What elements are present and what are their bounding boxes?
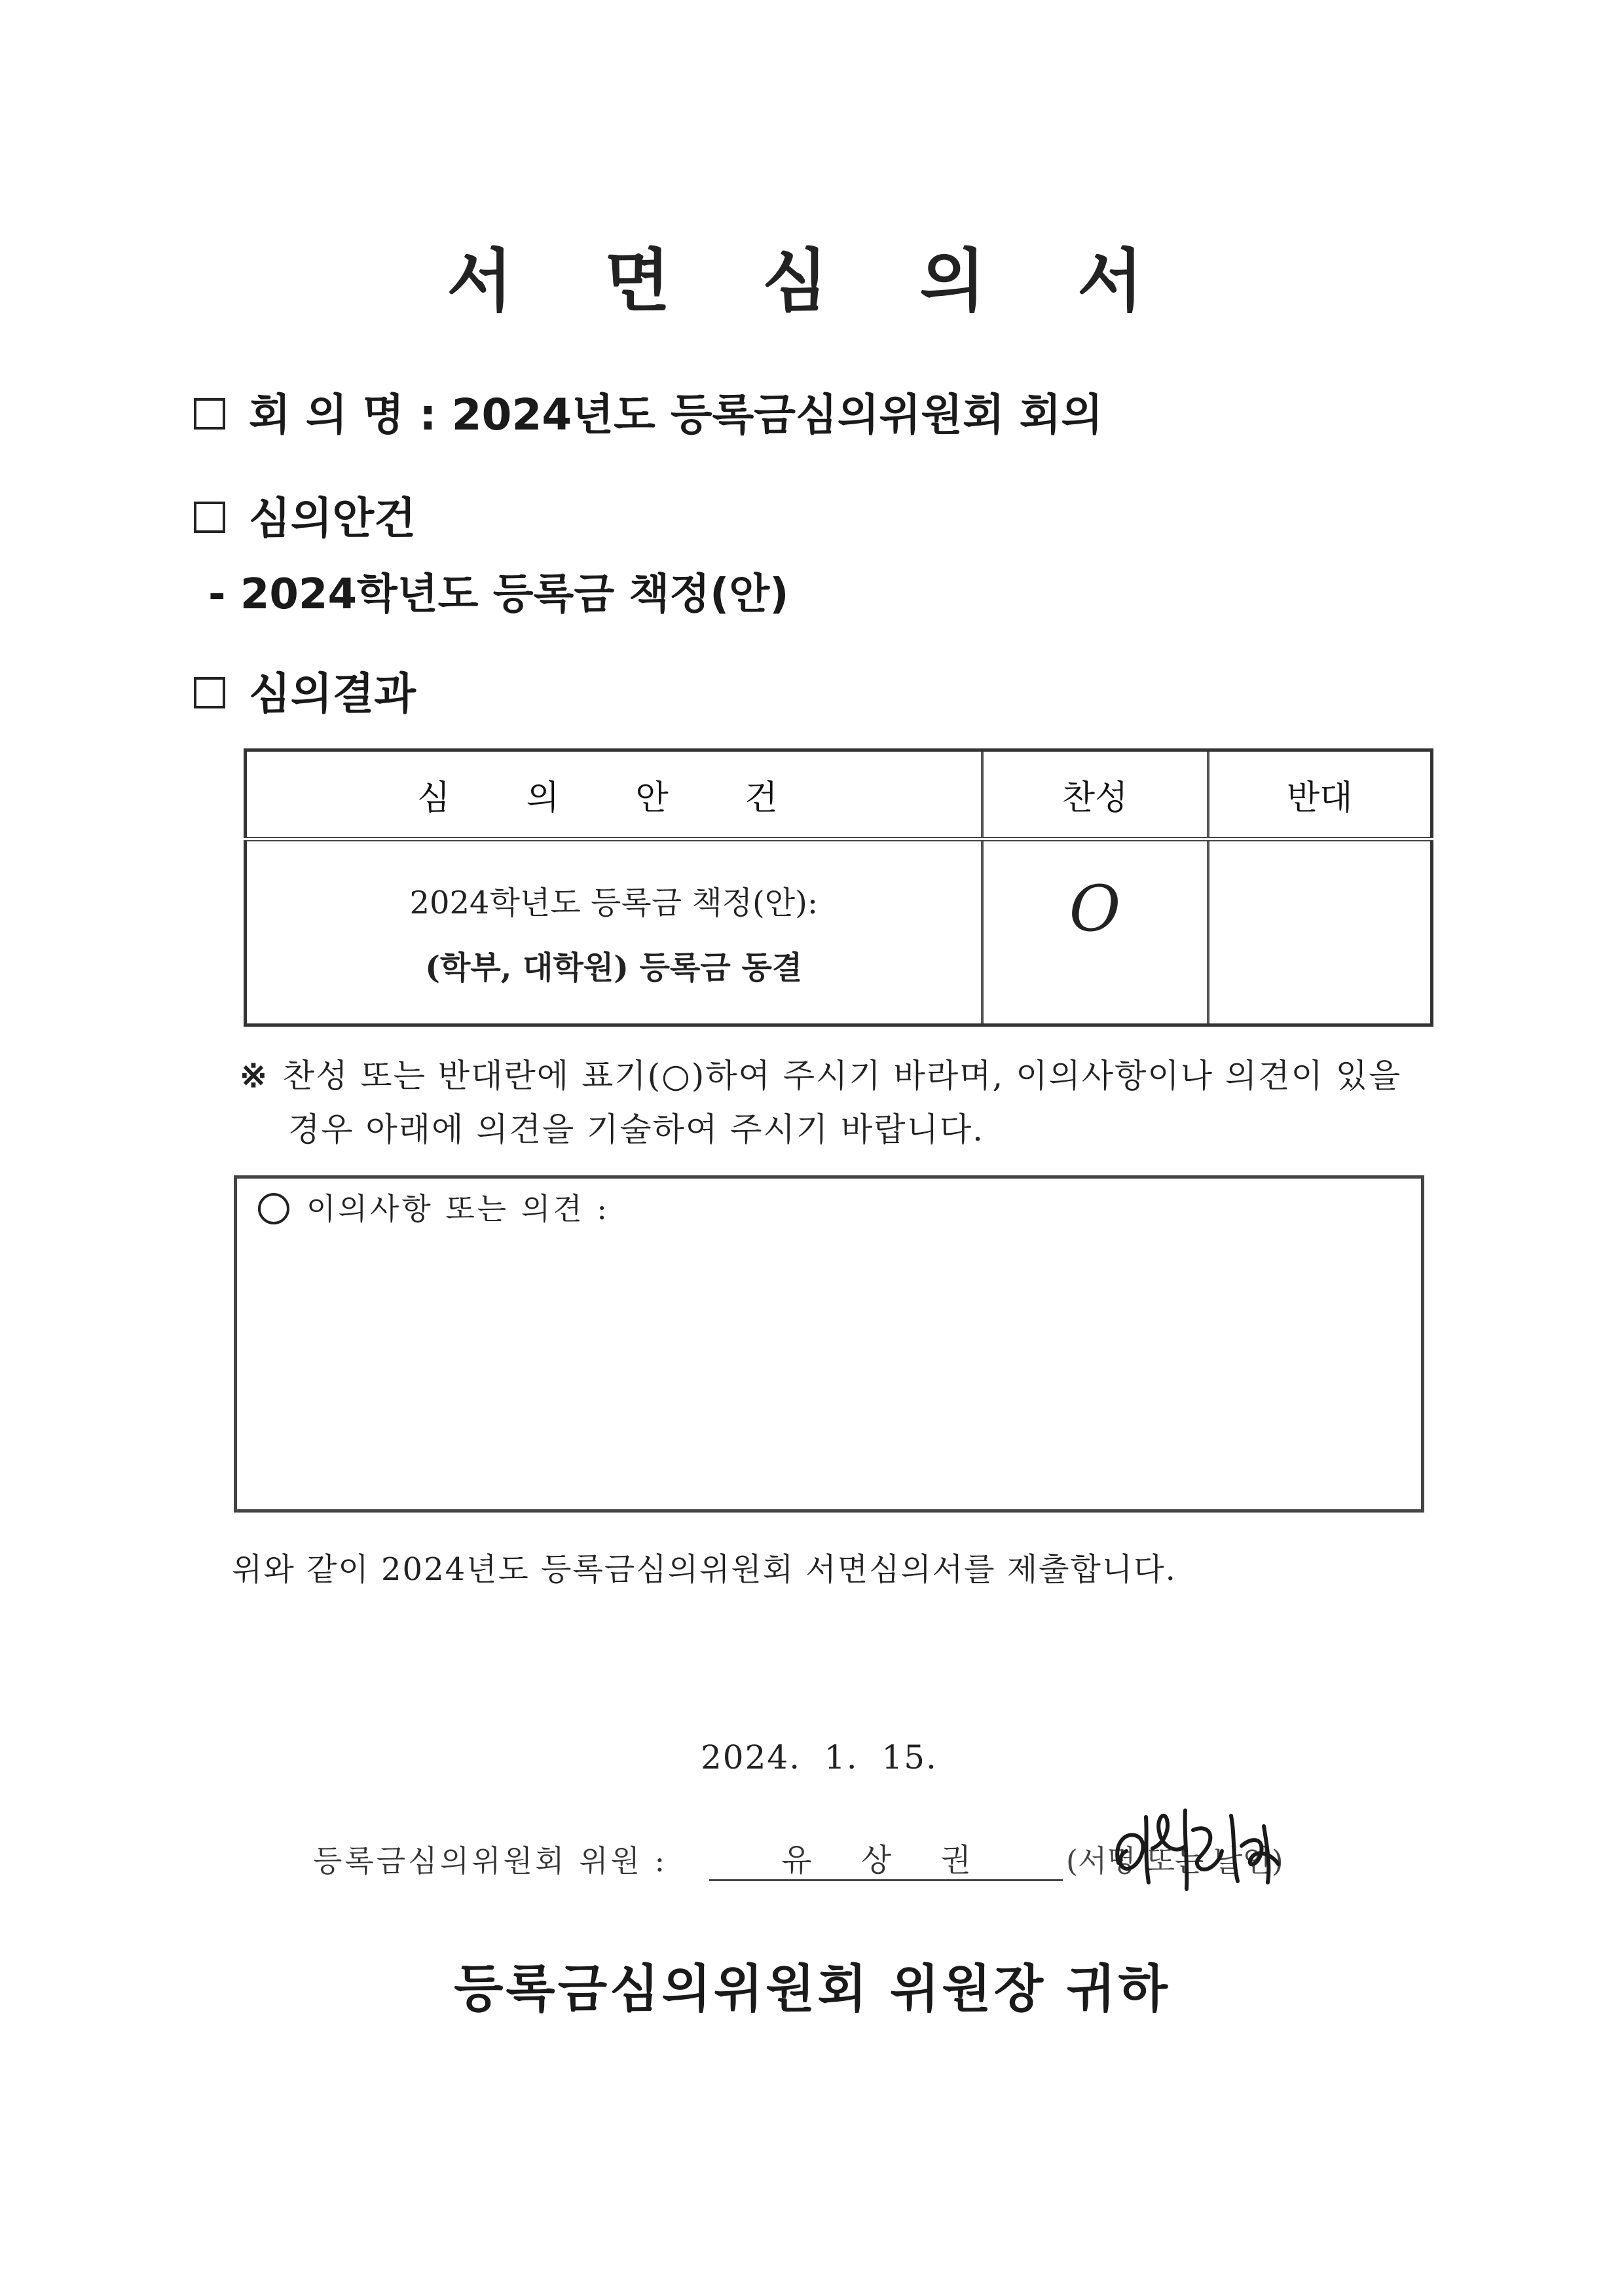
result-label: 심의결과 xyxy=(249,669,416,719)
agenda-label: 심의안건 xyxy=(249,493,416,543)
meeting-section xyxy=(194,380,1103,442)
instruction-note xyxy=(240,1049,1401,1156)
table-row xyxy=(246,839,1432,1025)
header-item: 심 의 안 건 xyxy=(246,750,982,839)
result-section xyxy=(194,659,416,721)
result-table-header xyxy=(246,750,1432,839)
addressee: 등록금심의위원회 위원장 귀하 xyxy=(454,1960,1170,2019)
result-table xyxy=(244,748,1433,1027)
seal-note: (서명 또는 날인) xyxy=(1066,1843,1283,1879)
opinion-box[interactable] xyxy=(234,1175,1424,1513)
agenda-cell-line2: (학부, 대학원) 등록금 동결 xyxy=(425,949,803,986)
opinion-heading xyxy=(258,1185,610,1228)
agenda-item: - 2024학년도 등록금 책정(안) xyxy=(208,570,789,619)
agenda-cell-line1: 2024학년도 등록금 책정(안): xyxy=(409,885,819,921)
submission-statement: 위와 같이 2024년도 등록금심의위원회 서면심의서를 제출합니다. xyxy=(232,1551,1177,1588)
note-line2: 경우 아래에 의견을 기술하여 주시기 바랍니다. xyxy=(288,1111,985,1148)
signature-line xyxy=(709,1835,1063,1881)
opinion-label: 이의사항 또는 의견 : xyxy=(306,1191,610,1226)
member-name: 유 상 권 xyxy=(781,1842,991,1879)
checkbox-square-icon xyxy=(194,677,225,708)
meeting-label: 회 의 명 : xyxy=(249,390,437,440)
note-symbol: ※ xyxy=(240,1056,268,1095)
document-title: 서 면 심 의 서 xyxy=(447,241,1177,321)
header-oppose: 반대 xyxy=(1208,750,1432,839)
approve-cell[interactable] xyxy=(982,839,1208,1025)
note-line1: 찬성 또는 반대란에 표기(○)하여 주시기 바라며, 이의사항이나 의견이 있을 xyxy=(282,1057,1402,1095)
oppose-cell[interactable] xyxy=(1208,839,1432,1025)
checkbox-square-icon xyxy=(194,502,225,533)
checkbox-square-icon xyxy=(194,398,225,430)
signature-image xyxy=(1107,1791,1303,1899)
meeting-name: 2024년도 등록금심의위원회 회의 xyxy=(451,390,1103,440)
header-approve: 찬성 xyxy=(982,750,1208,839)
agenda-section xyxy=(194,483,416,545)
member-label: 등록금심의위원회 위원 : xyxy=(313,1843,668,1879)
circle-bullet-icon xyxy=(258,1193,289,1224)
submission-date: 2024. 1. 15. xyxy=(701,1738,938,1776)
approve-mark: O xyxy=(1069,872,1121,946)
agenda-cell xyxy=(246,839,982,1025)
